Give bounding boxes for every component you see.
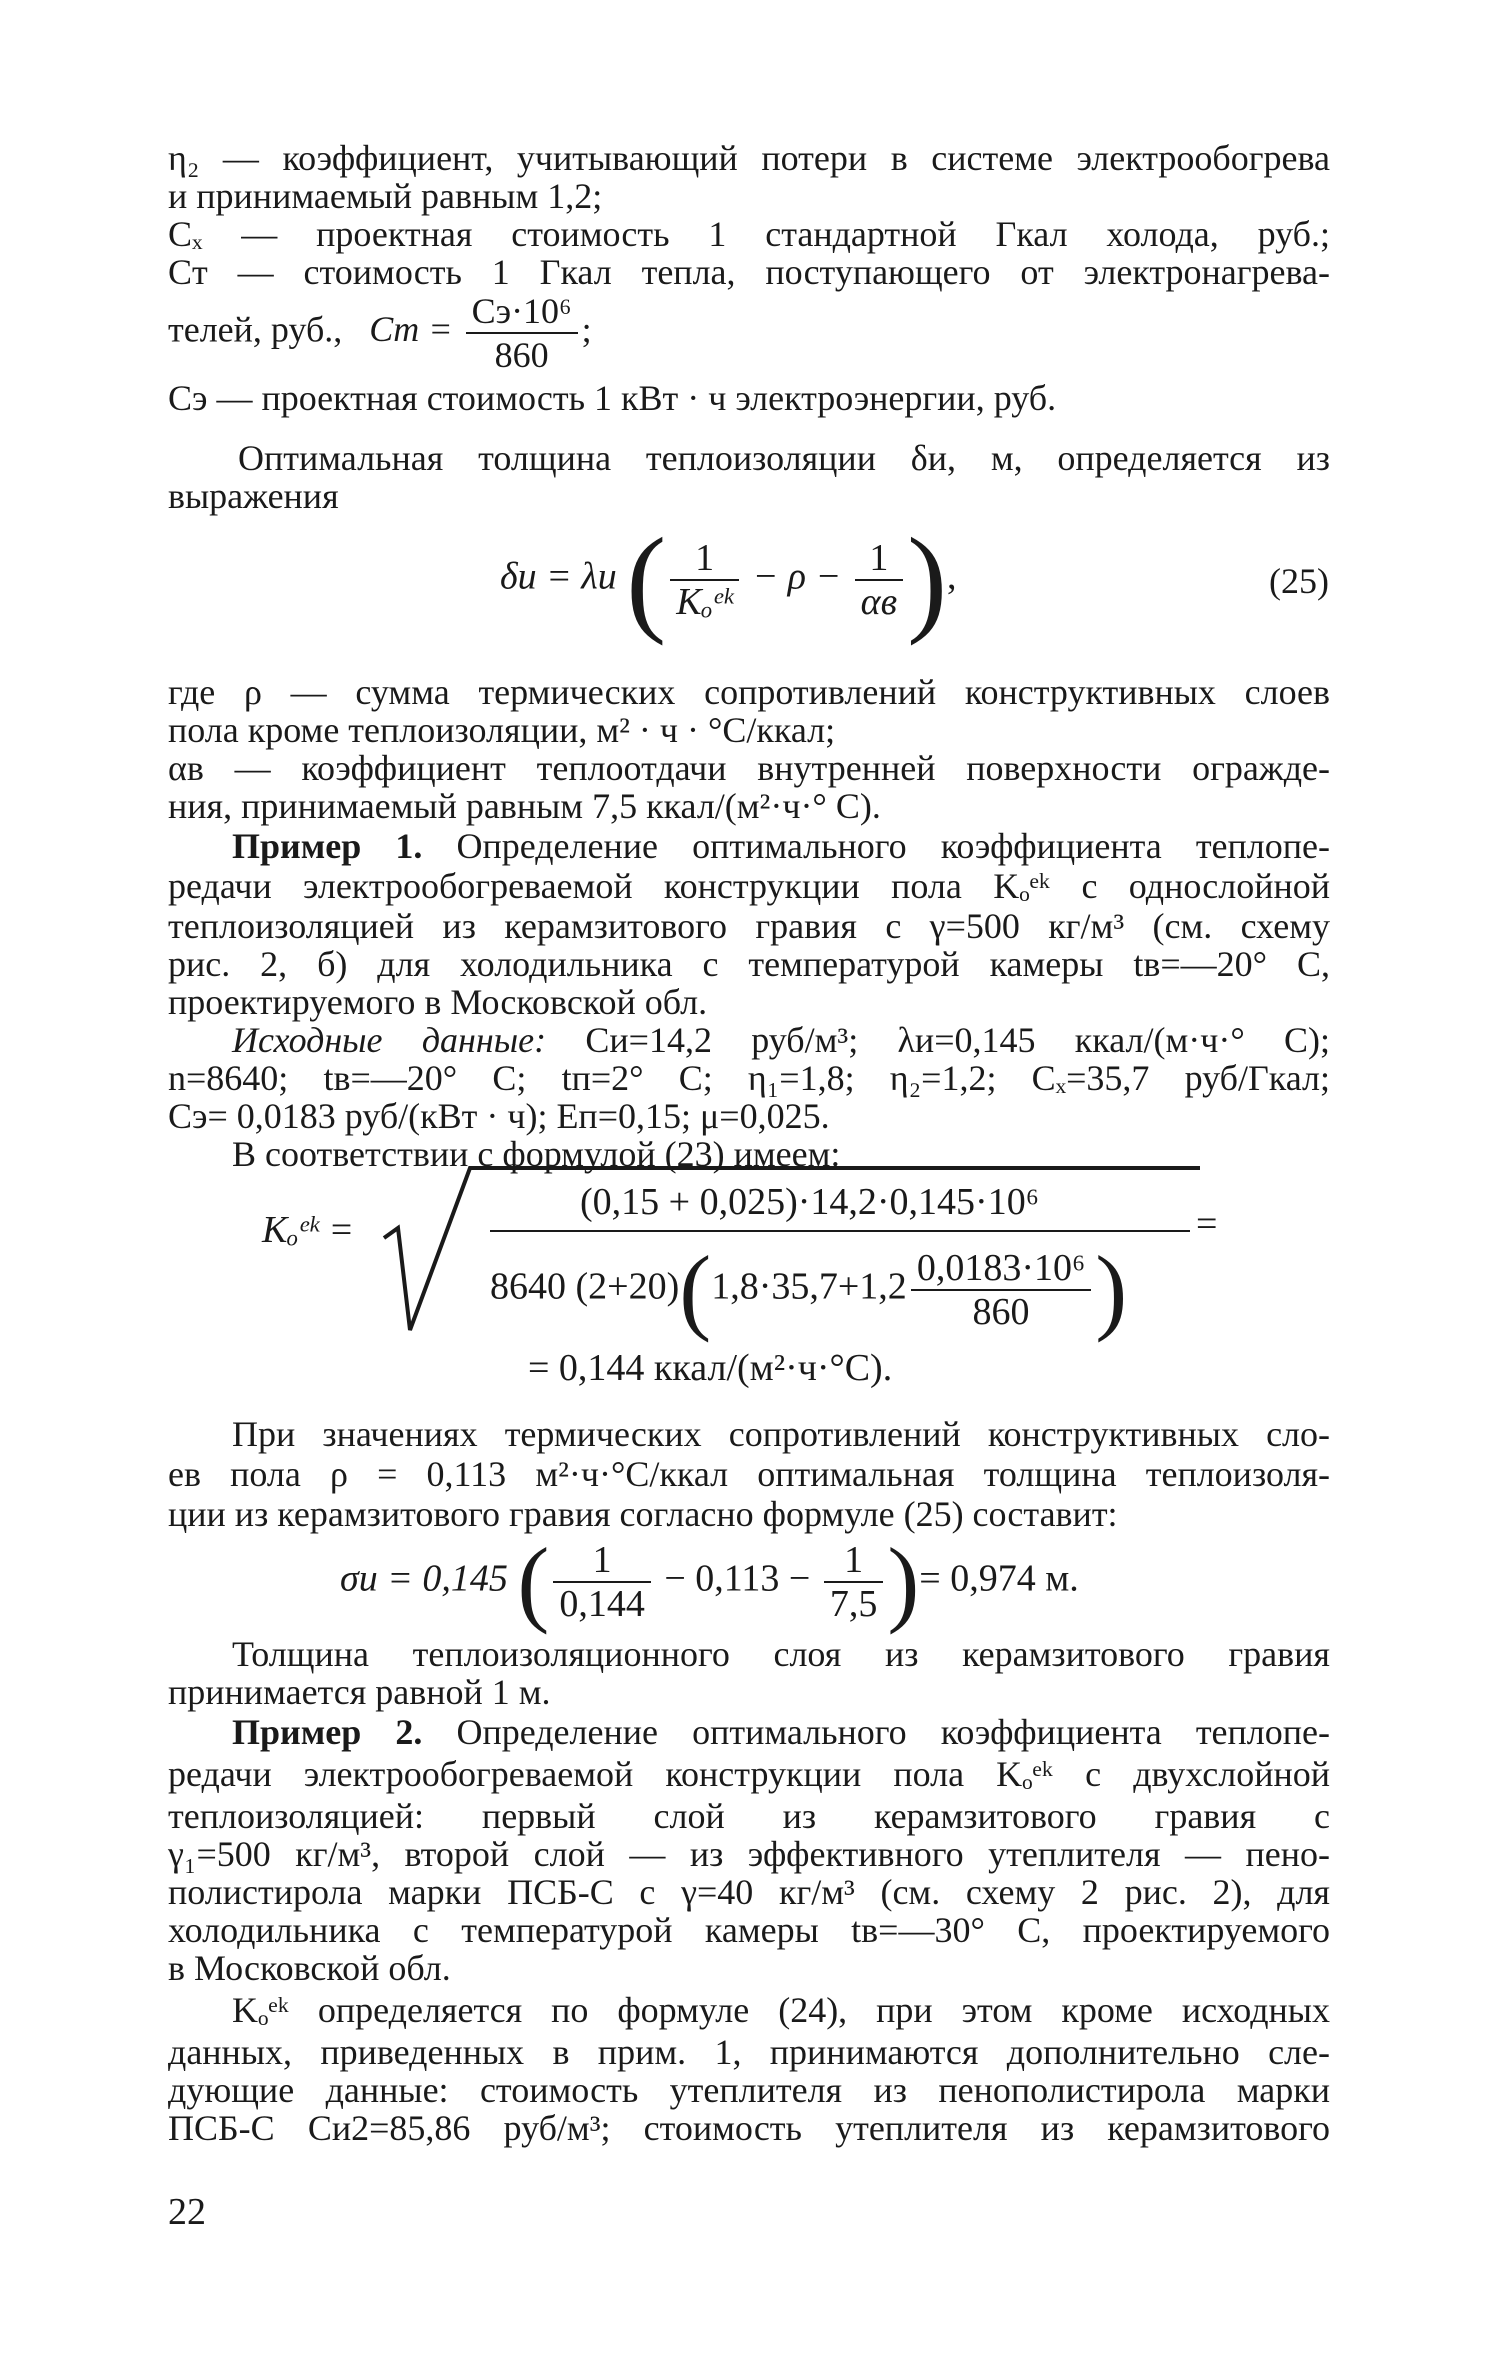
ct-text: телей, руб.,	[168, 309, 343, 350]
input-data-line-1: Cи=14,2 руб/м³; λи=0,145 ккал/(м·ч·° С);	[585, 1020, 1331, 1060]
definition-eta2-cont: и принимаемый равным 1,2;	[168, 176, 603, 216]
eq25-f2-num: 1	[855, 537, 903, 581]
example-1-line-5: проектируемого в Московской обл.	[168, 982, 708, 1022]
input-data-line-2: n=8640; tв=—20° С; tп=2° С; η₁=1,8; η₂=1,2; Cₓ=35,7 руб/Гкал;	[168, 1058, 1330, 1098]
ct-denominator: 860	[494, 335, 549, 375]
eq23-numerator: (0,15 + 0,025)·14,2·0,145·10⁶	[580, 1181, 1039, 1223]
where-alpha-cont: ния, принимаемый равным 7,5 ккал/(м²·ч·° С).	[168, 786, 881, 826]
after-eq23-line-3: ции из керамзитового гравия согласно формуле (25) составит:	[168, 1494, 1118, 1534]
eq23-main-bar	[490, 1230, 1190, 1232]
eqr-f2-num: 1	[824, 1539, 884, 1583]
thickness-line-1: Толщина теплоизоляционного слоя из керамзитового гравия	[232, 1634, 1330, 1674]
eq23-den-close-paren: )	[1095, 1236, 1128, 1343]
equation-25	[500, 513, 957, 646]
eqr-f2-den: 7,5	[829, 1583, 878, 1625]
final-line-2: данных, приведенных в прим. 1, принимаются дополнительно сле-	[168, 2032, 1330, 2072]
thickness-line-2: принимается равной 1 м.	[168, 1672, 551, 1712]
eq25-mid: − ρ −	[752, 555, 842, 598]
eqr-mid: − 0,113 −	[664, 1557, 811, 1600]
eq25-tail: ,	[947, 555, 957, 598]
eq23-inner-fraction	[911, 1247, 1091, 1333]
example-1-label: Пример 1.	[232, 826, 423, 866]
equation-number-25: (25)	[1269, 561, 1329, 601]
example-2-heading	[232, 1712, 1330, 1752]
definition-ce: Cэ — проектная стоимость 1 кВт · ч электроэнергии, руб.	[168, 378, 1057, 418]
example-2-line-5: полистирола марки ПСБ-С с γ=40 кг/м³ (см. схему 2 рис. 2), для	[168, 1872, 1330, 1912]
ct-lhs: Cт =	[369, 309, 453, 350]
ct-formula	[168, 290, 592, 376]
eq25-lhs: δи = λи	[500, 555, 617, 598]
example-1-line-4: рис. 2, б) для холодильника с температурой камеры tв=—20° С,	[168, 944, 1330, 984]
ct-numerator: Cэ·10⁶	[466, 290, 578, 334]
example-2-line-4: γ₁=500 кг/м³, второй слой — из эффективного утеплителя — пено-	[168, 1834, 1330, 1874]
definition-eta2: η₂ — коэффициент, учитывающий потери в системе электрообогрева	[168, 138, 1330, 178]
optimal-intro: Оптимальная толщина теплоизоляции δи, м, определяется из	[238, 438, 1330, 478]
eqr-fraction-1	[553, 1539, 651, 1625]
example-1-line-3: теплоизоляцией из керамзитового гравия с γ=500 кг/м³ (см. схему	[168, 906, 1330, 946]
example-1-line-2: редачи электрообогреваемой конструкции пола Kₒᵉᵏ с однослойной	[168, 866, 1330, 906]
example-1-input	[232, 1020, 1330, 1060]
eq25-f1-num: 1	[670, 537, 739, 581]
after-eq23-line-1: При значениях термических сопротивлений конструктивных сло-	[232, 1414, 1330, 1454]
input-data-line-3: Cэ= 0,0183 руб/(кВт · ч); Eп=0,15; μ=0,025.	[168, 1096, 830, 1136]
example-2-line-7: в Московской обл.	[168, 1948, 451, 1988]
final-line-3: дующие данные: стоимость утеплителя из пенополистирола марки	[168, 2070, 1330, 2110]
eq25-close-paren: )	[907, 513, 948, 646]
eq23-den-b: 1,8·35,7+1,2	[711, 1265, 907, 1308]
example-1-line-1: Определение оптимального коэффициента теплопе-	[456, 826, 1330, 866]
final-line-4: ПСБ-С Cи2=85,86 руб/м³; стоимость утеплителя из керамзитового	[168, 2108, 1330, 2148]
eq23-lhs: Kₒᵉᵏ =	[262, 1209, 354, 1251]
eqr-f1-num: 1	[553, 1539, 651, 1583]
input-data-label: Исходные данные:	[232, 1020, 547, 1060]
by-formula-23: В соответствии с формулой (23) имеем:	[232, 1134, 841, 1174]
example-2-line-1: Определение оптимального коэффициента теплопе-	[456, 1712, 1330, 1752]
example-2-label: Пример 2.	[232, 1712, 423, 1752]
where-rho: где ρ — сумма термических сопротивлений конструктивных слоев	[168, 672, 1330, 712]
after-eq23-line-2: ев пола ρ = 0,113 м²·ч·°С/ккал оптимальная толщина теплоизоля-	[168, 1454, 1330, 1494]
where-alpha: αв — коэффициент теплоотдачи внутренней поверхности огражде-	[168, 748, 1330, 788]
eq23-den-open-paren: (	[679, 1236, 712, 1343]
eq25-open-paren: (	[626, 513, 667, 646]
eq23-inner-num: 0,0183·10⁶	[911, 1247, 1091, 1291]
eqr-fraction-2	[824, 1539, 884, 1625]
eq25-fraction-1	[670, 537, 739, 623]
page-number: 22	[168, 2191, 206, 2233]
eqr-lhs: σи = 0,145	[340, 1557, 508, 1600]
eqr-f1-den: 0,144	[559, 1583, 645, 1625]
eq23-denominator	[490, 1236, 1128, 1343]
example-2-line-3: теплоизоляцией: первый слой из керамзитового гравия с	[168, 1796, 1330, 1836]
final-line-1: Kₒᵉᵏ определяется по формуле (24), при этом кроме исходных	[232, 1990, 1330, 2030]
eqr-close-paren: )	[887, 1528, 920, 1635]
eq25-f1-den: Kₒᵉᵏ	[676, 581, 734, 623]
ct-tail: ;	[581, 309, 592, 350]
eq25-fraction-2	[855, 537, 903, 623]
eqr-open-paren: (	[517, 1528, 550, 1635]
eqr-rhs: = 0,974 м.	[919, 1557, 1079, 1600]
where-rho-cont: пола кроме теплоизоляции, м² · ч · °С/ккал;	[168, 710, 836, 750]
definition-cx: Cₓ — проектная стоимость 1 стандартной Гкал холода, руб.;	[168, 214, 1330, 254]
eq23-inner-den: 860	[972, 1291, 1030, 1333]
equation-thickness	[340, 1528, 1079, 1635]
eq23-eq-sign: =	[1196, 1203, 1218, 1245]
example-2-line-2: редачи электрообогреваемой конструкции пола Kₒᵉᵏ с двухслойной	[168, 1754, 1330, 1794]
eq25-f2-den: αв	[860, 581, 898, 623]
definition-ct: Cт — стоимость 1 Гкал тепла, поступающего от электронагрева-	[168, 252, 1330, 292]
ct-fraction	[466, 290, 578, 376]
example-1-heading	[232, 826, 1330, 866]
eq23-result: = 0,144 ккал/(м²·ч·°С).	[528, 1347, 893, 1389]
optimal-intro-cont: выражения	[168, 476, 339, 516]
eq23-den-a: 8640 (2+20)	[490, 1265, 680, 1308]
example-2-line-6: холодильника с температурой камеры tв=—30° С, проектируемого	[168, 1910, 1330, 1950]
